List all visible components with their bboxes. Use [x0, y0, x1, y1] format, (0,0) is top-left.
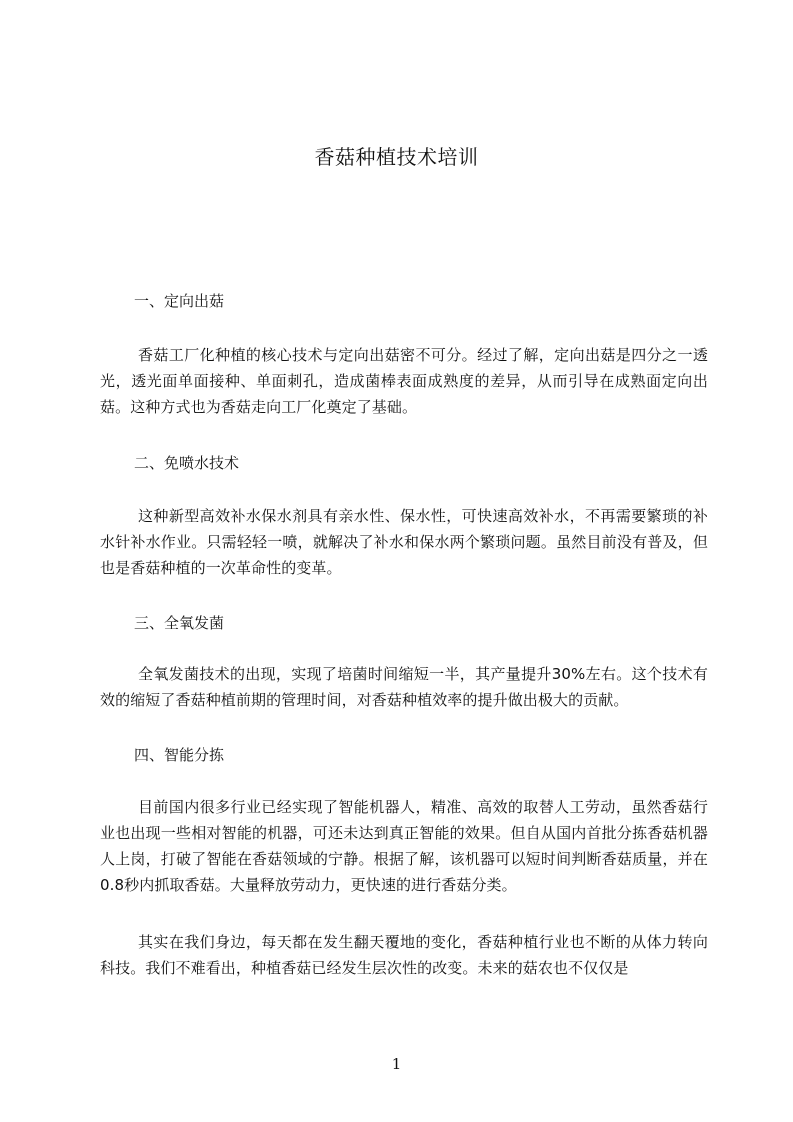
section-heading-1: 一、定向出菇 [134, 292, 225, 310]
section-heading-2: 二、免喷水技术 [134, 454, 240, 472]
section-heading-4: 四、智能分拣 [134, 746, 225, 764]
section-paragraph-2: 这种新型高效补水保水剂具有亲水性、保水性，可快速高效补水，不再需要繁琐的补水针补水作业。只需轻轻一喷，就解决了补水和保水两个繁琐问题。虽然目前没有普及，但也是香菇种植的一次革命性的变革。 [100, 507, 708, 577]
document-title: 香菇种植技术培训 [314, 145, 479, 169]
section-paragraph-4: 目前国内很多行业已经实现了智能机器人，精准、高效的取替人工劳动，虽然香菇行业也出现一些相对智能的机器，可还未达到真正智能的效果。但自从国内首批分拣香菇机器人上岗，打破了智能在香菇领域的宁静。根据了解，该机器可以短时间判断香菇质量，并在0.8秒内抓取香菇。大量释放劳动力，更快速的进行香菇分类。 [100, 798, 708, 894]
closing-paragraph: 其实在我们身边，每天都在发生翻天覆地的变化，香菇种植行业也不断的从体力转向科技。我们不难看出，种植香菇已经发生层次性的改变。未来的菇农也不仅仅是 [100, 933, 708, 977]
section-paragraph-3: 全氧发菌技术的出现，实现了培菌时间缩短一半，其产量提升30%左右。这个技术有效的缩短了香菇种植前期的管理时间，对香菇种植效率的提升做出极大的贡献。 [100, 665, 708, 709]
section-heading-3: 三、全氧发菌 [134, 614, 225, 632]
page-number: 1 [391, 1055, 402, 1073]
section-paragraph-1: 香菇工厂化种植的核心技术与定向出菇密不可分。经过了解，定向出菇是四分之一透光，透光面单面接种、单面刺孔，造成菌棒表面成熟度的差异，从而引导在成熟面定向出菇。这种方式也为香菇走向工厂化奠定了基础。 [100, 346, 708, 416]
